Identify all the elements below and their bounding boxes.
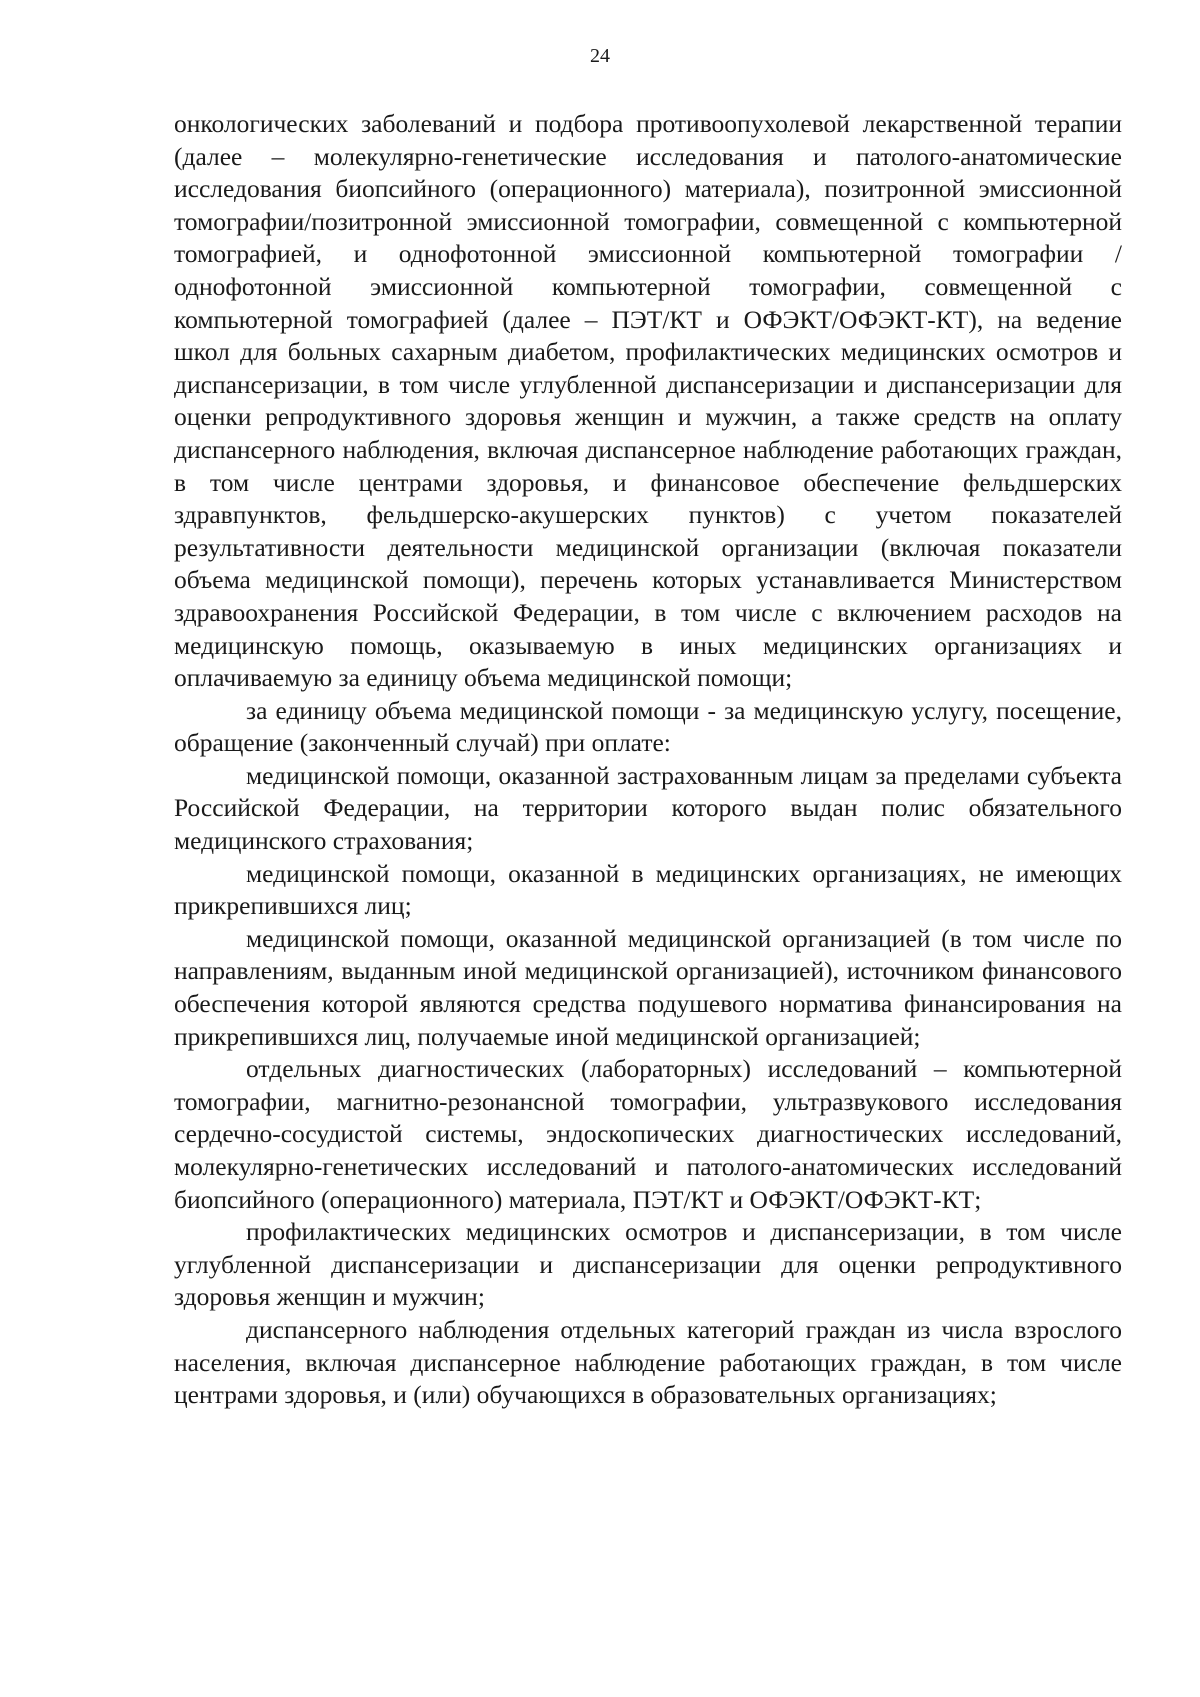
paragraph-referral: медицинской помощи, оказанной медицинской организацией (в том числе по направлениям, выданным иной медицинской организацией), источником финансового обеспечения которой являются средства подушевого норматива финансирования на прикрепившихся лиц, получаемые иной медицинской организацией; bbox=[174, 923, 1122, 1051]
page-number: 24 bbox=[590, 45, 610, 67]
document-body bbox=[174, 108, 1122, 1412]
paragraph-out-of-region: медицинской помощи, оказанной застрахованным лицам за пределами субъекта Российской Федерации, на территории которого выдан полис обязательного медицинского страхования; bbox=[174, 760, 1122, 856]
paragraph-continuation: онкологических заболеваний и подбора противоопухолевой лекарственной терапии (далее – молекулярно-генетические исследования и патолого-анатомические исследования биопсийного (операционного) материала), позитронной эмиссионной томографии/позитронной эмиссионной томографии, совмещенной с компьютерной томографией, и однофотонной эмиссионной компьютерной томографии / однофотонной эмиссионной компьютерной томографии, совмещенной с компьютерной томографией (далее – ПЭТ/КТ и ОФЭКТ/ОФЭКТ-КТ), на ведение школ для больных сахарным диабетом, профилактических медицинских осмотров и диспансеризации, в том числе углубленной диспансеризации и диспансеризации для оценки репродуктивного здоровья женщин и мужчин, а также средств на оплату диспансерного наблюдения, включая диспансерное наблюдение работающих граждан, в том числе центрами здоровья, и финансовое обеспечение фельдшерских здравпунктов, фельдшерско-акушерских пунктов) с учетом показателей результативности деятельности медицинской организации (включая показатели объема медицинской помощи), перечень которых устанавливается Министерством здравоохранения Российской Федерации, в том числе с включением расходов на медицинскую помощь, оказываемую в иных медицинских организациях и оплачиваемую за единицу объема медицинской помощи; bbox=[174, 109, 1122, 693]
paragraph-preventive-exams: профилактических медицинских осмотров и диспансеризации, в том числе углубленной диспансеризации и диспансеризации для оценки репродуктивного здоровья женщин и мужчин; bbox=[174, 1217, 1122, 1312]
paragraph-diagnostic-tests: отдельных диагностических (лабораторных) исследований – компьютерной томографии, магнитно-резонансной томографии, ультразвукового исследования сердечно-сосудистой системы, эндоскопических диагностических исследований, молекулярно-генетических исследований и патолого-анатомических исследований биопсийного (операционного) материала, ПЭТ/КТ и ОФЭКТ/ОФЭКТ-КТ; bbox=[174, 1054, 1122, 1214]
paragraph-no-attached: медицинской помощи, оказанной в медицинских организациях, не имеющих прикрепившихся лиц; bbox=[174, 858, 1122, 921]
paragraph-unit-of-volume: за единицу объема медицинской помощи - за медицинскую услугу, посещение, обращение (законченный случай) при оплате: bbox=[174, 695, 1122, 758]
paragraph-dispensary-observation: диспансерного наблюдения отдельных категорий граждан из числа взрослого населения, включая диспансерное наблюдение работающих граждан, в том числе центрами здоровья, и (или) обучающихся в образовательных организациях; bbox=[174, 1314, 1122, 1410]
